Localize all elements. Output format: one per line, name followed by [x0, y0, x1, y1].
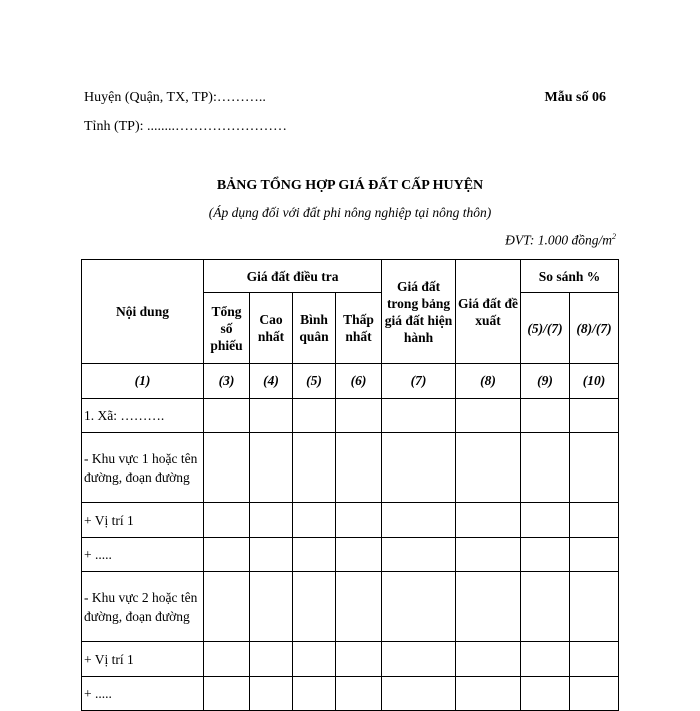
unit-label: [505, 232, 616, 249]
group-survey-header: Giá đất điều tra: [204, 260, 382, 293]
row-label: + .....: [82, 677, 204, 711]
col-content-header: Nội dung: [82, 260, 204, 364]
row-label: 1. Xã: ……….: [82, 399, 204, 433]
row-label: + .....: [82, 538, 204, 572]
column-number-row: [82, 364, 619, 399]
col-cmp2-header: (8)/(7): [570, 293, 619, 364]
price-summary-table: [81, 259, 619, 711]
unit-text: ĐVT: 1.000 đồng/m: [505, 232, 612, 248]
col-number: (6): [336, 364, 382, 399]
table-row: [82, 572, 619, 642]
table-row: [82, 642, 619, 677]
unit-superscript: 2: [612, 232, 616, 241]
province-label: Tỉnh (TP): ........……………………: [84, 119, 287, 134]
col-number: (8): [456, 364, 521, 399]
col-number: (5): [293, 364, 336, 399]
row-label: + Vị trí 1: [82, 642, 204, 677]
col-cmp1-header: (5)/(7): [521, 293, 570, 364]
district-label: Huyện (Quận, TX, TP):………..: [84, 90, 266, 105]
col-number: (3): [204, 364, 250, 399]
document-subtitle: (Áp dụng đối với đất phi nông nghiệp tại nông thôn): [208, 205, 492, 220]
table-row: [82, 677, 619, 711]
row-label: - Khu vực 1 hoặc tên đường, đoạn đường: [82, 433, 204, 503]
col-number: (1): [82, 364, 204, 399]
col-number: (9): [521, 364, 570, 399]
group-compare-header: So sánh %: [521, 260, 619, 293]
col-proposed-header: Giá đất đề xuất: [456, 260, 521, 364]
row-label: + Vị trí 1: [82, 503, 204, 538]
table-row: [82, 538, 619, 572]
document-title: BẢNG TỔNG HỢP GIÁ ĐẤT CẤP HUYỆN: [216, 178, 484, 193]
header-row-1: [82, 260, 619, 293]
col-max-header: Cao nhất: [250, 293, 293, 364]
table-row: [82, 503, 619, 538]
col-number: (7): [382, 364, 456, 399]
col-min-header: Thấp nhất: [336, 293, 382, 364]
col-number: (4): [250, 364, 293, 399]
col-number: (10): [570, 364, 619, 399]
table-row: [82, 433, 619, 503]
form-number: Mẫu số 06: [544, 90, 606, 105]
table-row: [82, 399, 619, 433]
col-current-header: Giá đất trong bảng giá đất hiện hành: [382, 260, 456, 364]
col-avg-header: Bình quân: [293, 293, 336, 364]
row-label: - Khu vực 2 hoặc tên đường, đoạn đường: [82, 572, 204, 642]
col-total-header: Tổng số phiếu: [204, 293, 250, 364]
